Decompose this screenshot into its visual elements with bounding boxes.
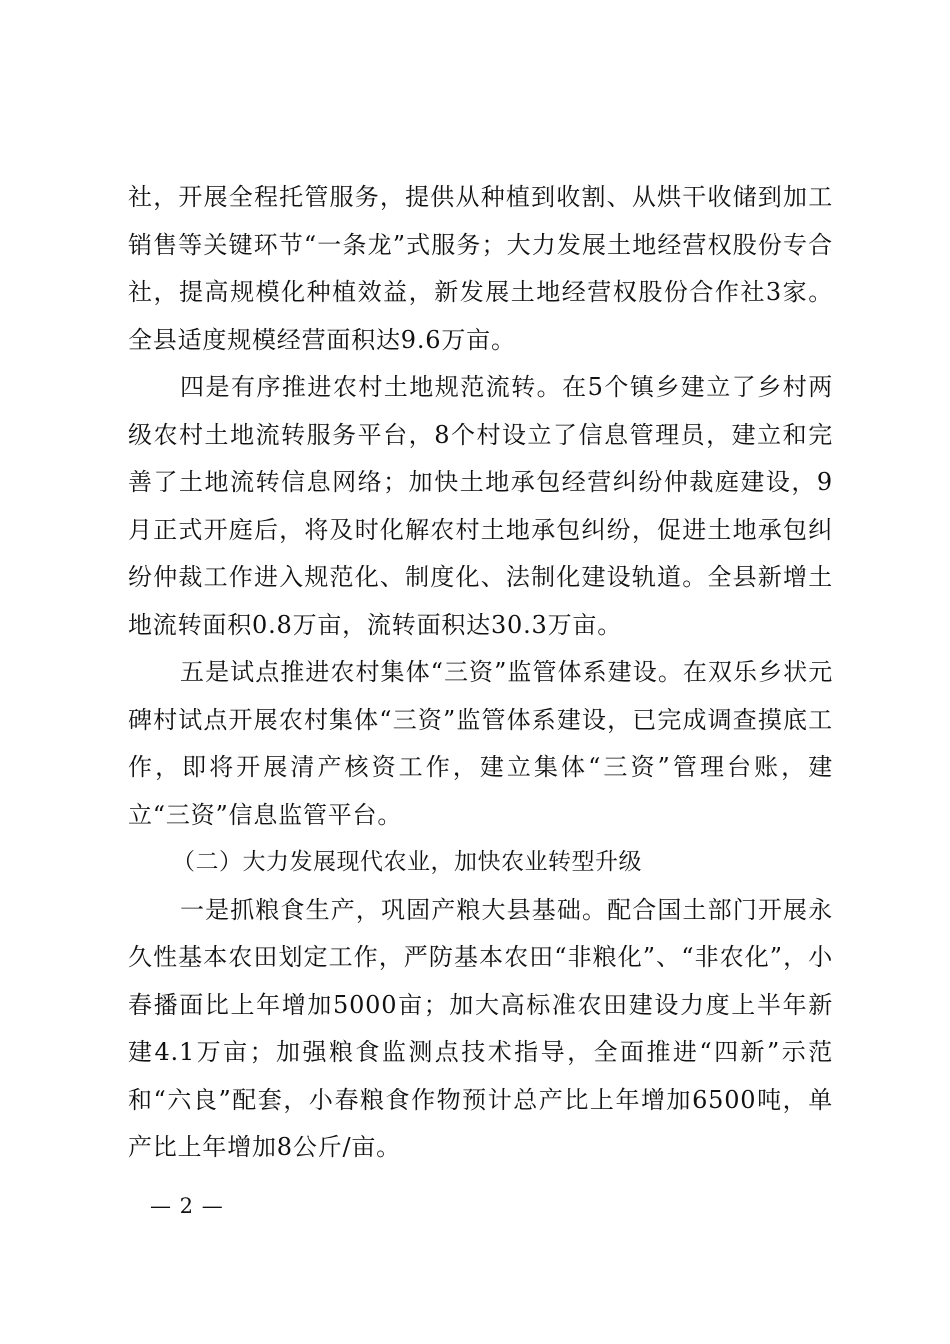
paragraph-land-transfer: 四是有序推进农村土地规范流转。在5个镇乡建立了乡村两级农村土地流转服务平台，8个村设立了信息管理员，建立和完善了土地流转信息网络；加快土地承包经营纠纷仲裁庭建设，9月正式开庭后，将及时化解农村土地承包纠纷，促进土地承包纠纷仲裁工作进入规范化、制度化、法制化建设轨道。全县新增土地流转面积0.8万亩，流转面积达30.3万亩。	[128, 373, 833, 639]
paragraph-collective-assets: 五是试点推进农村集体“三资”监管体系建设。在双乐乡状元碑村试点开展农村集体“三资”监管体系建设，已完成调查摸底工作，即将开展清产核资工作，建立集体“三资”管理台账，建立“三资”信息监管平台。	[128, 658, 833, 829]
document-body	[128, 174, 833, 1172]
section-heading: （二）大力发展现代农业，加快农业转型升级	[172, 849, 642, 875]
paragraph-grain-production: 一是抓粮食生产，巩固产粮大县基础。配合国土部门开展永久性基本农田划定工作，严防基本农田“非粮化”、“非农化”，小春播面比上年增加5000亩；加大高标准农田建设力度上半年新建4.1万亩；加强粮食监测点技术指导，全面推进“四新”示范和“六良”配套，小春粮食作物预计总产比上年增加6500吨，单产比上年增加8公斤/亩。	[128, 895, 833, 1161]
paragraph-continuation: 社，开展全程托管服务，提供从种植到收割、从烘干收储到加工销售等关键环节“一条龙”式服务；大力发展土地经营权股份专合社，提高规模化种植效益，新发展土地经营权股份合作社3家。全县适度规模经营面积达9.6万亩。	[128, 183, 833, 354]
page-number: — 2 —	[150, 1194, 224, 1218]
